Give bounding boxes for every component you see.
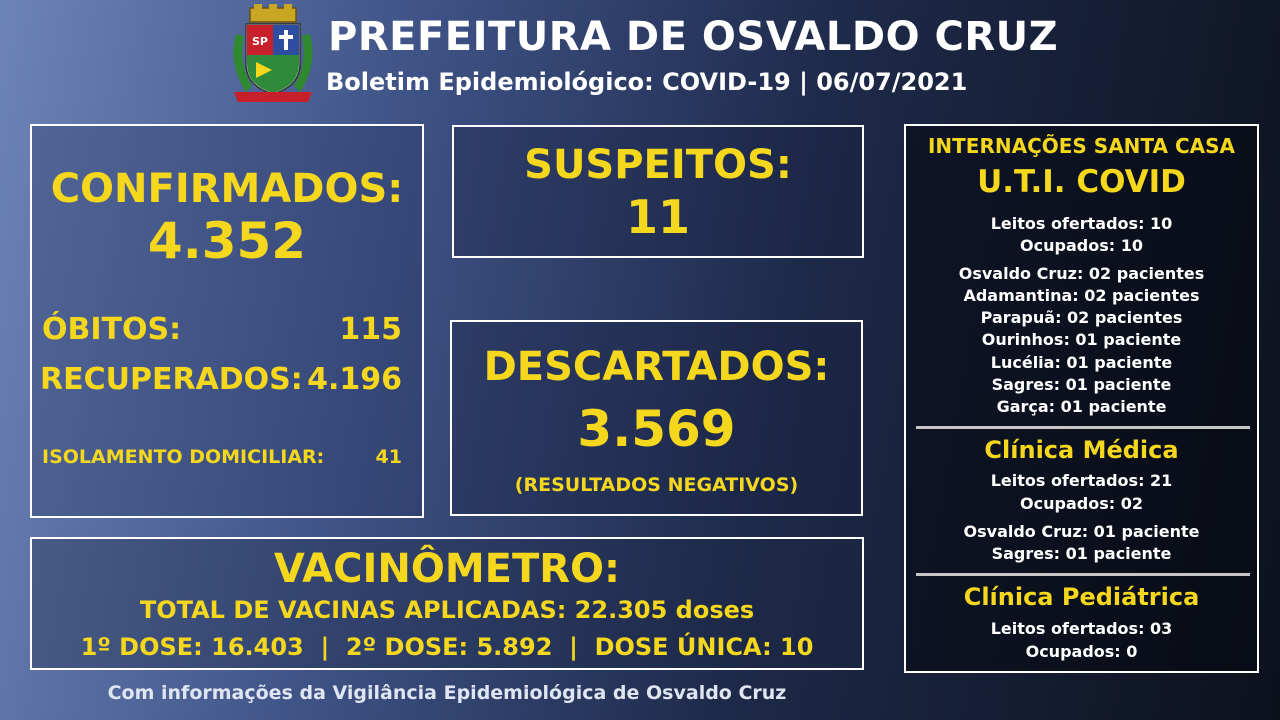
clinica-medica-line: Osvaldo Cruz: 01 paciente [963,522,1200,541]
clinica-medica-line: Leitos ofertados: 21 [990,471,1173,490]
uti-line: Garça: 01 paciente [996,397,1167,416]
page-subtitle: Boletim Epidemiológico: COVID-19 | 06/07/2021 [326,68,968,96]
discarded-value: 3.569 [577,400,736,458]
uti-heading: U.T.I. COVID [977,164,1186,200]
section-divider [916,426,1250,429]
clinica-medica-line: Sagres: 01 paciente [991,544,1172,563]
suspects-value: 11 [625,190,690,244]
page-title: PREFEITURA DE OSVALDO CRUZ [328,14,1059,60]
crest-monogram: SP [252,35,268,48]
uti-line: Parapuã: 02 pacientes [980,308,1183,327]
vaccines-label: VACINÔMETRO: [273,546,621,592]
uti-line: Lucélia: 01 paciente [990,353,1173,372]
vaccines-total: TOTAL DE VACINAS APLICADAS: 22.305 doses [139,596,755,624]
clinica-medica-line: Ocupados: 02 [1020,494,1143,513]
recovered-value: 4.196 [307,362,402,397]
city-coat-of-arms [228,4,318,108]
suspects-label: SUSPEITOS: [524,142,792,188]
footer-source: Com informações da Vigilância Epidemiológica de Osvaldo Cruz [107,682,787,704]
uti-line: Leitos ofertados: 10 [990,214,1173,233]
discarded-label: DESCARTADOS: [483,344,830,390]
hospital-title: INTERNAÇÕES SANTA CASA [927,134,1235,158]
confirmed-label: CONFIRMADOS: [50,166,404,212]
recovered-label: RECUPERADOS: [40,362,303,397]
uti-line: Ocupados: 10 [1020,236,1143,255]
deaths-label: ÓBITOS: [42,312,182,347]
uti-line: Sagres: 01 paciente [991,375,1172,394]
deaths-value: 115 [339,312,402,347]
confirmed-value: 4.352 [147,212,307,270]
uti-line: Adamantina: 02 pacientes [963,286,1200,305]
isolation-label: ISOLAMENTO DOMICILIAR: [42,446,325,468]
clinica-pediatrica-line: Leitos ofertados: 03 [990,619,1173,638]
uti-line: Ourinhos: 01 paciente [981,330,1182,349]
section-divider [916,573,1250,576]
discarded-note: (RESULTADOS NEGATIVOS) [514,474,799,496]
clinica-pediatrica-line: Ocupados: 0 [1025,642,1138,661]
clinica-medica-heading: Clínica Médica [984,436,1179,464]
clinica-pediatrica-heading: Clínica Pediátrica [963,583,1200,611]
uti-line: Osvaldo Cruz: 02 pacientes [958,264,1205,283]
vaccines-doses: 1º DOSE: 16.403 | 2º DOSE: 5.892 | DOSE ÚNICA: 10 [80,633,814,661]
isolation-value: 41 [375,446,402,468]
